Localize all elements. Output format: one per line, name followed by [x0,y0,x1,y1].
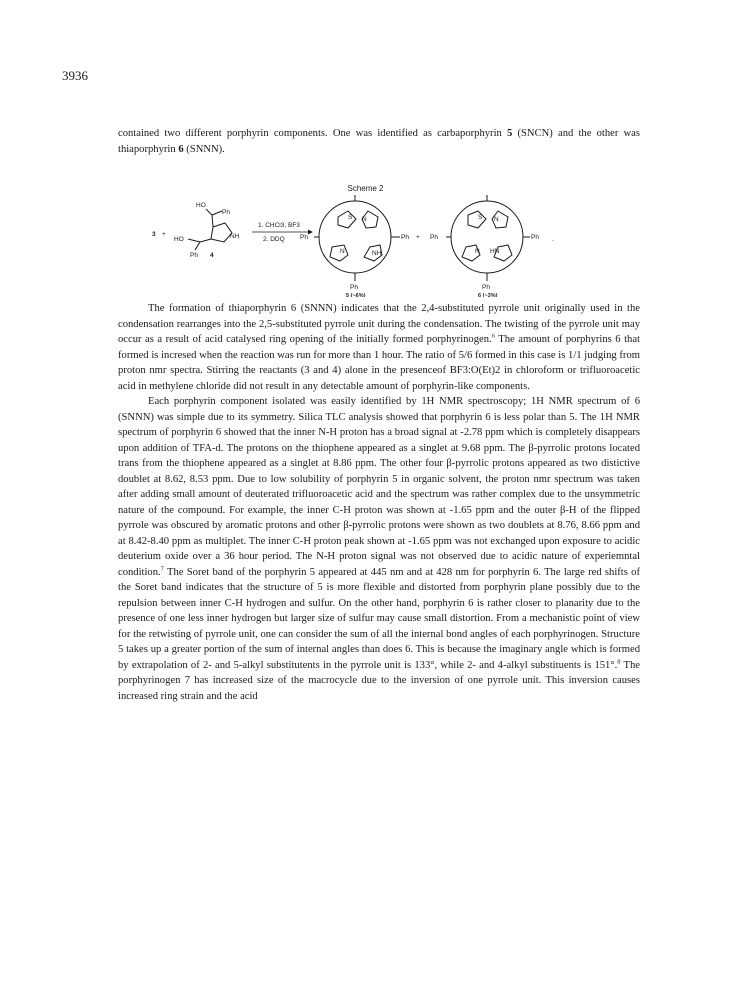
step1-conditions: 1. CHCl3, BF3 [258,222,300,229]
plus-sign: + [416,234,420,241]
intro-text: (SNNN). [186,143,225,155]
ph-label: Ph [222,209,230,216]
paragraph-nmr [118,394,640,704]
paragraph-text: Each porphyrin component isolated was easily identified by 1H NMR spectroscopy; 1H NMR spectrum of 6 (SNNN) was simple due to its symmetry. Silica TLC analysis showed that porphyrin 6 is less polar than 5. The 1H NMR spectrum of porphyrin 6 showed that the inner N-H proton has a broad signal at -2.78 ppm which is completely disappears upon addition of TFA-d. The protons on the thiophene appeared as a singlet at 9.68 ppm. The β-pyrrolic protons located trans from the thiophene appeared as a singlet at 8.86 ppm. The other four β-pyrrolic protons appeared as two distictive doublet at 8.62, 8.53 ppm. [118,396,640,485]
reactant-3-label: 3 [152,231,156,238]
porphyrin-5-structure [314,195,400,281]
reference-marker: 6 [491,332,495,340]
ph-label: Ph [300,234,308,241]
period: . [552,236,554,243]
ph-label [482,195,490,196]
compound-ref: 5 [507,128,513,139]
intro-paragraph [118,126,640,157]
product-5-label: 5 (~6%) [346,293,366,297]
hn-label: HN [490,248,500,255]
intro-text: (SNCN) and the other was thiaporphyrin [118,128,641,155]
nh-label: NH [230,233,240,240]
porphyrin-6-structure [446,195,530,281]
n-atom: N [475,248,480,255]
ph-label: Ph [401,234,409,241]
compound-4-label: 4 [210,252,214,259]
reference-marker: 8 [617,657,621,665]
ho-label: HO [196,202,206,209]
reaction-scheme [150,195,590,297]
compound-ref: 6 [178,143,184,155]
plus-sign: + [162,231,166,238]
s-atom: S [478,214,483,221]
page-number: 3936 [62,68,88,83]
paragraph-text: The porphyrinogen 7 has increased size of the macrocycle due to the inversion of one pyrrole unit. This inversion causes increased ring strain and the acid [118,659,640,702]
paragraph-text: The Soret band of the porphyrin 5 appeared at 445 nm and at 428 nm for porphyrin 6. The large red shifts of the Soret band indicates that the structure of 5 is more flexible and distorted from porphyrin plane possibly due to the repulsion between inner C-H hydrogen and sulfur. On the other hand, porphyrin 6 is rather closer to planarity due to the presence of one less inner hydrogen but larger size of sulfur may cause small distortion. From a mechanistic point of view for the retwisting of pyrrole unit, one can consider the sum of all the internal bond angles of each porphyrinogen. Structure 5 takes up a greater portion of the sum of internal angles than does 6. This is because the imaginary angle which is formed by extrapolation of 2- and 5-alkyl substitutents in the pyrrole unit is 133°, while 2- and 4-alkyl substituents is 151°. [118,566,640,671]
ho-label: HO [174,236,184,243]
ph-label: Ph [482,284,490,291]
n-atom: N [362,216,367,223]
ph-label: Ph [531,234,539,241]
n-atom: N [340,248,345,255]
paragraph-text: Due to low solubility of porphyrin 5 in organic solvent, the proton nmr spectrum was taken after adding small amount of deuterated trifluoroacetic acid and the spectrum was rather complex due to the unsymmetric nature of the compound. For example, the inner C-H proton was shown at -1.65 ppm and the outer β-H of the flipped pyrrole was obscured by aromatic protons and other β-pyrrolic protons were shown as two doublets at 8.76, 8.66 ppm and at 8.42-8.40 ppm as multiplet. The inner C-H proton peak shown at -1.65 ppm was not exchanged upon exposure to acidic deuterium oxide over a 36 hour period. The N-H proton signal was not observed due to acidic nature of experiemntal condition. [118,473,640,578]
reference-marker: 7 [160,564,164,572]
ph-label [350,195,358,196]
s-atom: S [348,214,353,221]
paragraph-text: The formation of thiaporphyrin 6 (SNNN) indicates that the 2,4-substituted pyrrole unit originally used in the condensation rearranges into the 2,5-substituted pyrrole unit during the condensation. The twisting of the pyrrole unit may occur as a result of acid catalysed ring opening of the initially formed porphyrinogen. [118,303,640,345]
ph-label: Ph [430,234,438,241]
scheme-title: Scheme 2 [347,184,384,193]
product-6-label: 6 (~3%) [478,293,498,297]
ph-label: Ph [350,284,358,291]
nh-label: NH [372,250,382,257]
ph-label: Ph [190,252,198,259]
paragraph-formation [118,301,640,394]
body-text [118,301,640,704]
n-atom: N [494,216,499,223]
step2-conditions: 2. DDQ [263,236,285,243]
paragraph-text: The amount of porphyrins 6 that formed is incresed when the reaction was run for more than 1 hour. The ratio of 5/6 formed in this case is 1/1 judging from proton nmr spectra. Stirring the reactants (3 and 4) alone in the presenceof BF3:O(Et)2 in chloroform or trifluoroacetic acid in methylene chloride did not result in any detectable amount of porphyrin-like components. [118,334,640,392]
intro-text: contained two different porphyrin components. One was identified as carbaporphyrin [118,128,502,139]
arrow-head [308,230,313,235]
